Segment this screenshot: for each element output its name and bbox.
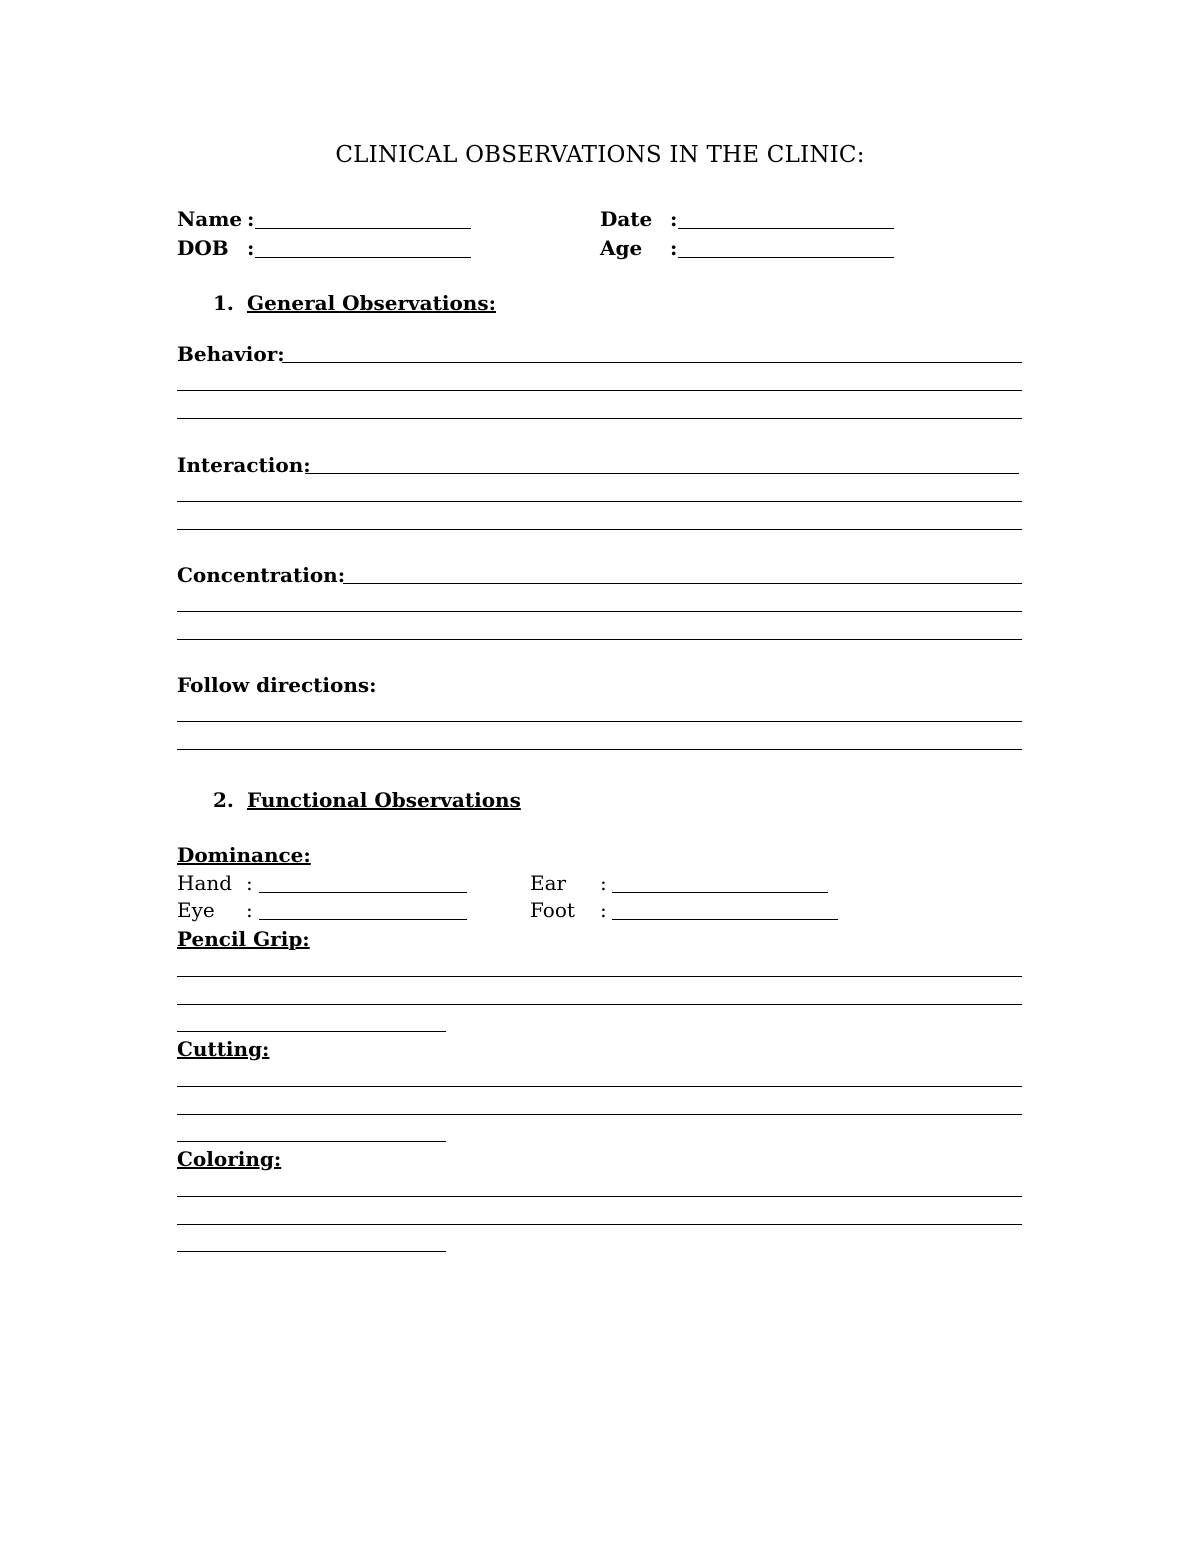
name-colon: : xyxy=(247,207,255,231)
name-label: Name xyxy=(177,207,243,231)
interaction-line-1[interactable] xyxy=(305,473,1019,474)
age-colon: : xyxy=(670,236,678,260)
cutting-label: Cutting: xyxy=(177,1037,270,1061)
pencil-line-2[interactable] xyxy=(177,1004,1022,1005)
coloring-label: Coloring: xyxy=(177,1147,282,1171)
ear-colon: : xyxy=(600,871,607,895)
pencil-line-1[interactable] xyxy=(177,976,1022,977)
coloring-line-2[interactable] xyxy=(177,1224,1022,1225)
age-label: Age xyxy=(600,236,643,260)
follow-line-1[interactable] xyxy=(177,721,1022,722)
dob-field[interactable] xyxy=(255,257,471,258)
behavior-label: Behavior: xyxy=(177,342,285,366)
pencil-grip-label: Pencil Grip: xyxy=(177,927,310,951)
age-field[interactable] xyxy=(678,257,894,258)
foot-label: Foot xyxy=(530,898,575,922)
hand-field[interactable] xyxy=(259,892,467,893)
dob-label: DOB xyxy=(177,236,229,260)
eye-field[interactable] xyxy=(259,919,467,920)
coloring-line-3[interactable] xyxy=(177,1251,446,1252)
foot-colon: : xyxy=(600,898,607,922)
page-title: CLINICAL OBSERVATIONS IN THE CLINIC: xyxy=(335,142,865,168)
date-colon: : xyxy=(670,207,678,231)
section1-heading: General Observations: xyxy=(247,291,496,315)
foot-field[interactable] xyxy=(612,919,838,920)
concentration-label: Concentration: xyxy=(177,563,346,587)
behavior-line-2[interactable] xyxy=(177,390,1022,391)
cutting-line-2[interactable] xyxy=(177,1114,1022,1115)
eye-label: Eye xyxy=(177,898,215,922)
section2-heading: Functional Observations xyxy=(247,788,521,812)
eye-colon: : xyxy=(246,898,253,922)
interaction-line-2[interactable] xyxy=(177,501,1022,502)
follow-directions-label: Follow directions: xyxy=(177,673,377,697)
cutting-line-1[interactable] xyxy=(177,1086,1022,1087)
section1-number: 1. xyxy=(213,291,234,315)
concentration-line-3[interactable] xyxy=(177,639,1022,640)
date-label: Date xyxy=(600,207,653,231)
cutting-line-3[interactable] xyxy=(177,1141,446,1142)
dominance-label: Dominance: xyxy=(177,843,311,867)
date-field[interactable] xyxy=(678,228,894,229)
ear-label: Ear xyxy=(530,871,567,895)
dob-colon: : xyxy=(247,236,255,260)
interaction-line-3[interactable] xyxy=(177,529,1022,530)
hand-colon: : xyxy=(246,871,253,895)
pencil-line-3[interactable] xyxy=(177,1031,446,1032)
concentration-line-2[interactable] xyxy=(177,611,1022,612)
concentration-line-1[interactable] xyxy=(343,583,1022,584)
ear-field[interactable] xyxy=(612,892,828,893)
name-field[interactable] xyxy=(255,228,471,229)
follow-line-2[interactable] xyxy=(177,749,1022,750)
behavior-line-1[interactable] xyxy=(282,362,1022,363)
behavior-line-3[interactable] xyxy=(177,418,1022,419)
interaction-label: Interaction: xyxy=(177,453,311,477)
coloring-line-1[interactable] xyxy=(177,1196,1022,1197)
section2-number: 2. xyxy=(213,788,234,812)
hand-label: Hand xyxy=(177,871,233,895)
